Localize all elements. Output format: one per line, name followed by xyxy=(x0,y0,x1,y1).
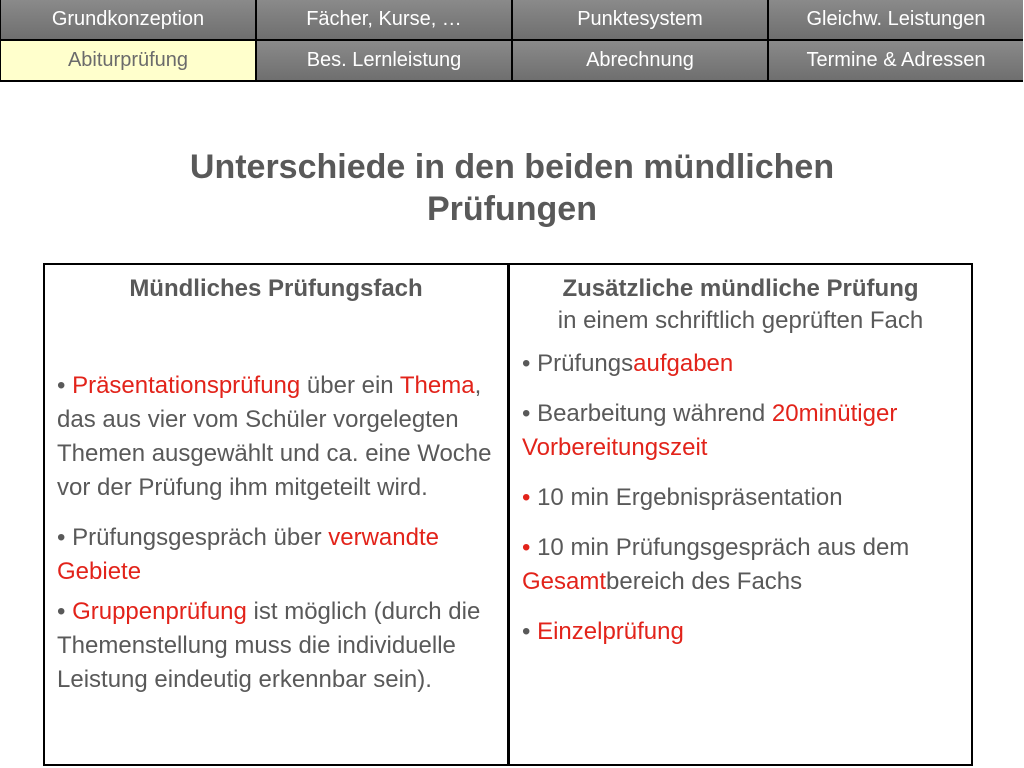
body-text: • Bearbeitung während xyxy=(522,400,772,427)
highlighted-text: aufgaben xyxy=(633,350,734,377)
left-item-list xyxy=(57,369,495,697)
page-title-line2: Prüfungen xyxy=(427,190,597,228)
column-zusaetzliche-pruefung xyxy=(510,265,971,764)
top-navigation xyxy=(0,0,1022,82)
right-column-heading: Zusätzliche mündliche Prüfung xyxy=(562,275,919,302)
body-text: über ein xyxy=(300,372,400,399)
right-list-item xyxy=(522,397,959,465)
body-text: 10 min Ergebnispräsentation xyxy=(530,484,843,511)
left-list-item xyxy=(57,369,495,505)
highlighted-text: Thema xyxy=(399,372,475,399)
highlighted-text: • xyxy=(522,484,531,511)
right-list-item xyxy=(522,615,959,649)
highlighted-text: Gesamt xyxy=(522,568,607,595)
nav-punktesystem[interactable]: Punktesystem xyxy=(513,0,769,41)
highlighted-text: • xyxy=(522,534,531,561)
body-text: • Prüfungsgespräch über xyxy=(57,524,329,551)
nav-bes-lernleistung[interactable]: Bes. Lernleistung xyxy=(257,41,513,82)
left-column-heading: Mündliches Prüfungsfach xyxy=(129,275,423,302)
left-list-item xyxy=(57,595,495,697)
body-text: • xyxy=(57,372,73,399)
highlighted-text: 20minütiger Vorbereitungszeit xyxy=(522,400,898,461)
right-list-item xyxy=(522,481,959,515)
highlighted-text: Präsentationsprüfung xyxy=(72,372,301,399)
nav-abiturpruefung[interactable]: Abiturprüfung xyxy=(1,41,257,82)
body-text: ist möglich (durch die Themenstellung muss die individuelle Leistung eindeutig erkennbar sein). xyxy=(57,598,481,693)
nav-grundkonzeption[interactable]: Grundkonzeption xyxy=(1,0,257,41)
right-list-item xyxy=(522,531,959,599)
body-text: • xyxy=(522,618,538,645)
left-list-item xyxy=(57,521,495,589)
nav-gleichw-leistungen[interactable]: Gleichw. Leistungen xyxy=(769,0,1023,41)
body-text: • Prüfungs xyxy=(522,350,634,377)
page-title-line1: Unterschiede in den beiden mündlichen xyxy=(189,148,835,186)
highlighted-text: verwandte Gebiete xyxy=(57,524,439,585)
body-text: bereich des Fachs xyxy=(606,568,803,595)
nav-termine-adressen[interactable]: Termine & Adressen xyxy=(769,41,1023,82)
body-text: 10 min Prüfungsgespräch aus dem xyxy=(530,534,910,561)
right-item-list xyxy=(522,347,959,649)
column-muendliches-pruefungsfach xyxy=(45,265,510,764)
highlighted-text: Gruppenprüfung xyxy=(72,598,247,625)
highlighted-text: Einzelprüfung xyxy=(537,618,684,645)
right-column-subheading: in einem schriftlich geprüften Fach xyxy=(557,307,924,334)
body-text: • xyxy=(57,598,73,625)
page-title xyxy=(0,146,1024,230)
body-text: , das aus vier vom Schüler vorgelegten Themen ausgewählt und ca. eine Woche vor der Prüfung ihm mitgeteilt wird. xyxy=(57,372,492,501)
nav-abrechnung[interactable]: Abrechnung xyxy=(513,41,769,82)
nav-faecher-kurse[interactable]: Fächer, Kurse, … xyxy=(257,0,513,41)
comparison-table xyxy=(43,263,973,766)
right-list-item xyxy=(522,347,959,381)
